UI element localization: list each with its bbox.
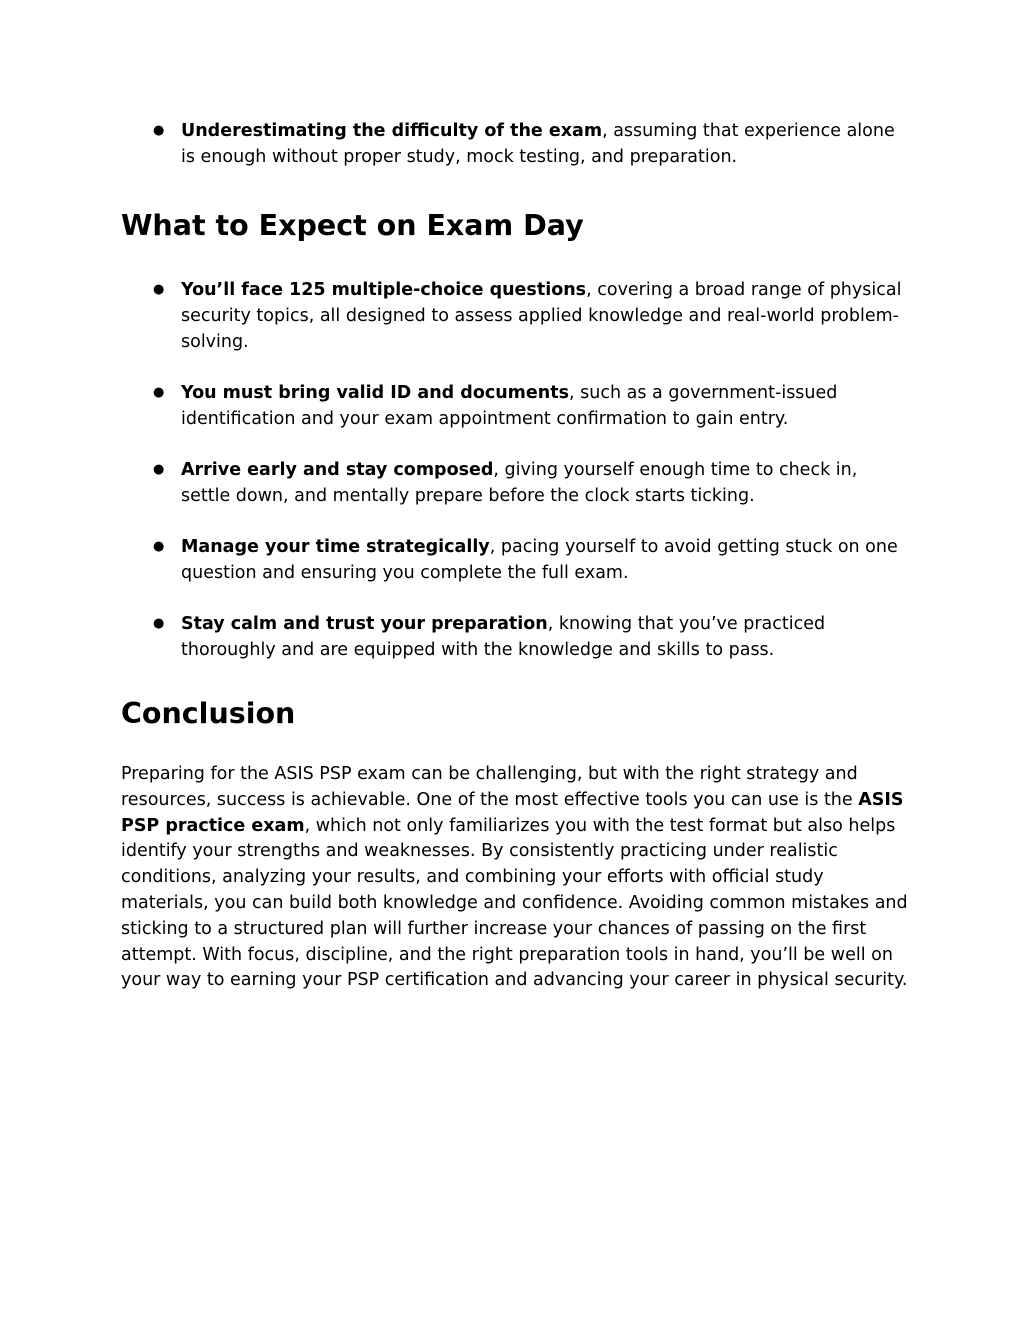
section-heading-conclusion: Conclusion xyxy=(121,697,296,730)
conclusion-bold-phrase: ASIS PSP practice exam xyxy=(121,789,904,836)
list-item-bold: You’ll face 125 multiple-choice questions xyxy=(181,280,587,300)
list-item-text: , covering a broad range of physical security topics, all designed to assess applied knowledge and real-world problem-solving. xyxy=(181,280,902,352)
list-item-text: , giving yourself enough time to check in, settle down, and mentally prepare before the clock starts ticking. xyxy=(181,460,858,506)
list-item xyxy=(121,611,911,663)
list-item-text: , knowing that you’ve practiced thoroughly and are equipped with the knowledge and skills to pass. xyxy=(181,614,826,660)
exam-day-list xyxy=(121,277,911,663)
document-page xyxy=(121,118,911,994)
bullet-icon: ● xyxy=(153,539,165,554)
list-item-bold: Manage your time strategically xyxy=(181,537,490,557)
list-item-text: , such as a government-issued identification and your exam appointment confirmation to gain entry. xyxy=(181,383,838,429)
bullet-icon: ● xyxy=(153,282,165,297)
list-item xyxy=(121,277,911,355)
conclusion-text-start: Preparing for the ASIS PSP exam can be challenging, but with the right strategy and resources, success is achievable. One of the most effective tools you can use is the xyxy=(121,764,859,810)
bullet-icon: ● xyxy=(153,462,165,477)
section-heading-exam-day: What to Expect on Exam Day xyxy=(121,209,584,242)
list-item-text: , pacing yourself to avoid getting stuck on one question and ensuring you complete the full exam. xyxy=(181,537,898,583)
list-item xyxy=(121,457,911,509)
conclusion-paragraph xyxy=(121,762,911,994)
list-item-text: , assuming that experience alone is enough without proper study, mock testing, and preparation. xyxy=(181,121,895,167)
bullet-icon: ● xyxy=(153,385,165,400)
list-item-bold: Stay calm and trust your preparation xyxy=(181,614,548,634)
list-item-bold: You must bring valid ID and documents xyxy=(181,383,570,403)
conclusion-text-end: , which not only familiarizes you with the test format but also helps identify your strengths and weaknesses. By consistently practicing under realistic conditions, analyzing your results, and combining your efforts with official study materials, you can build both knowledge and confidence. Avoiding common mistakes and sticking to a structured plan will further increase your chances of passing on the first attempt. With focus, discipline, and the right preparation tools in hand, you’ll be well on your way to earning your PSP certification and advancing your career in physical security. xyxy=(121,815,908,991)
list-item-bold: Underestimating the difficulty of the exam xyxy=(181,121,603,141)
list-item xyxy=(121,380,911,432)
list-item-bold: Arrive early and stay composed xyxy=(181,460,494,480)
mistakes-list xyxy=(121,118,911,170)
list-item xyxy=(121,534,911,586)
bullet-icon: ● xyxy=(153,616,165,631)
list-item xyxy=(121,118,911,170)
bullet-icon: ● xyxy=(153,123,165,138)
